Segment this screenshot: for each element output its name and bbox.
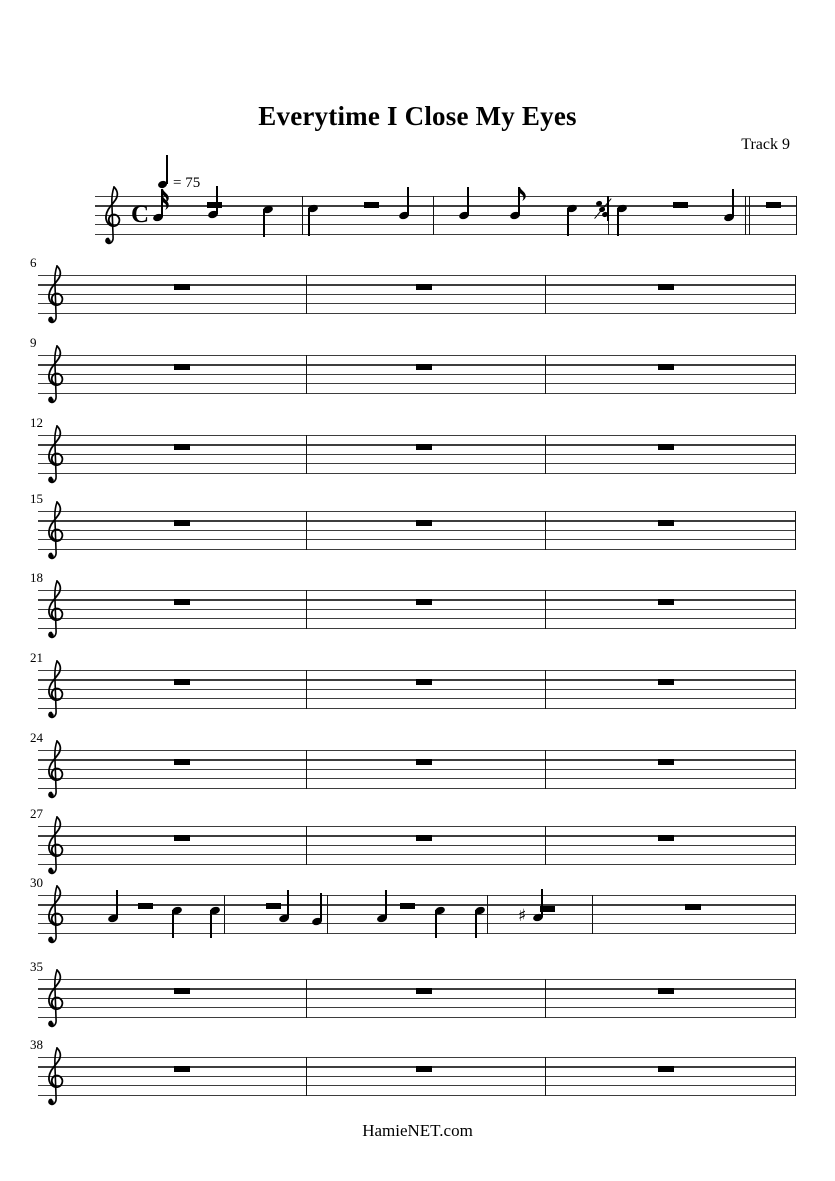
- treble-clef-icon: [42, 264, 70, 328]
- staff-line: [38, 689, 795, 690]
- quarter-note-stem: [210, 910, 212, 938]
- barline: [795, 275, 796, 314]
- whole-rest: [174, 284, 190, 290]
- treble-clef-icon: [42, 739, 70, 803]
- treble-clef-icon: [42, 1046, 70, 1110]
- half-rest: [673, 202, 688, 208]
- quarter-note-stem: [435, 910, 437, 938]
- whole-rest: [416, 988, 432, 994]
- half-rest: [400, 903, 415, 909]
- barline: [795, 1057, 796, 1096]
- barline: [796, 196, 797, 235]
- measure-number: 38: [30, 1037, 43, 1052]
- whole-rest: [416, 284, 432, 290]
- barline: [545, 750, 546, 789]
- barline: [795, 826, 796, 865]
- whole-rest: [174, 364, 190, 370]
- measure-number: 21: [30, 650, 43, 665]
- measure-number: 27: [30, 806, 43, 821]
- staff-line: [38, 628, 795, 629]
- staff-line: [38, 998, 795, 999]
- quarter-note-stem: [385, 890, 387, 918]
- measure-number: 18: [30, 570, 43, 585]
- treble-clef-icon: [42, 344, 70, 408]
- whole-rest: [685, 904, 701, 910]
- barline: [327, 895, 328, 934]
- half-rest: [766, 202, 781, 208]
- barline: [487, 895, 488, 934]
- barline: [545, 355, 546, 394]
- whole-rest: [658, 284, 674, 290]
- whole-rest: [416, 759, 432, 765]
- quarter-note-stem: [172, 910, 174, 938]
- staff-line: [38, 670, 795, 671]
- barline: [224, 895, 225, 934]
- treble-clef-icon: [42, 884, 70, 948]
- measure-number: 24: [30, 730, 43, 745]
- treble-clef-icon: [42, 424, 70, 488]
- barline: [306, 670, 307, 709]
- barline: [795, 590, 796, 629]
- barline: [795, 355, 796, 394]
- whole-rest: [416, 679, 432, 685]
- quarter-note-stem: [467, 187, 469, 215]
- whole-rest: [658, 835, 674, 841]
- barline: [306, 435, 307, 474]
- staff-line: [38, 914, 795, 915]
- quarter-note-stem: [732, 189, 734, 217]
- staff-line: [38, 923, 795, 924]
- treble-clef-icon: [42, 579, 70, 643]
- barline: [795, 895, 796, 934]
- staff-line: [38, 383, 795, 384]
- eighth-flag-icon: [520, 187, 528, 201]
- barline: [795, 670, 796, 709]
- measure-number: 30: [30, 875, 43, 890]
- staff-line: [38, 708, 795, 709]
- whole-rest: [174, 835, 190, 841]
- staff-line: [38, 933, 795, 934]
- treble-clef-icon: [99, 185, 127, 249]
- whole-rest: [658, 444, 674, 450]
- treble-clef-icon: [42, 500, 70, 564]
- whole-rest: [658, 988, 674, 994]
- half-rest: [266, 903, 281, 909]
- whole-rest: [658, 599, 674, 605]
- barline: [433, 196, 434, 235]
- barline: [545, 511, 546, 550]
- whole-rest: [174, 520, 190, 526]
- whole-rest: [658, 364, 674, 370]
- staff-line: [95, 215, 796, 216]
- staff-line: [38, 294, 795, 295]
- barline: [795, 750, 796, 789]
- staff-line: [38, 463, 795, 464]
- barline: [306, 750, 307, 789]
- whole-rest: [174, 1066, 190, 1072]
- barline: [306, 275, 307, 314]
- sixteenth-flag-icon: [163, 196, 171, 210]
- barline: [306, 1057, 307, 1096]
- quarter-note-stem: [567, 208, 569, 236]
- tempo-text: = 75: [173, 175, 201, 191]
- quarter-note-stem: [308, 208, 310, 236]
- barline: [795, 511, 796, 550]
- staff-line: [38, 895, 795, 896]
- staff-line: [38, 1017, 795, 1018]
- quarter-note-stem: [116, 890, 118, 918]
- staff-line: [38, 778, 795, 779]
- barline: [545, 275, 546, 314]
- staff-line: [38, 698, 795, 699]
- staff-line: [38, 864, 795, 865]
- whole-rest: [658, 1066, 674, 1072]
- barline: [545, 590, 546, 629]
- quarter-note-stem: [216, 186, 218, 214]
- staff-line: [38, 769, 795, 770]
- barline: [795, 979, 796, 1018]
- staff-line: [38, 1007, 795, 1008]
- quarter-note-stem: [287, 890, 289, 918]
- staff-line: [38, 1057, 795, 1058]
- staff-line: [38, 303, 795, 304]
- staff-line: [95, 196, 796, 197]
- barline: [545, 979, 546, 1018]
- footer-site-link[interactable]: HamieNET.com: [362, 1121, 473, 1140]
- staff-line: [38, 549, 795, 550]
- staff-line: [38, 435, 795, 436]
- barline: [545, 1057, 546, 1096]
- treble-clef-icon: [42, 968, 70, 1032]
- staff-line: [38, 854, 795, 855]
- whole-rest: [416, 520, 432, 526]
- common-time-signature: C: [131, 201, 150, 228]
- track-label: Track 9: [741, 136, 790, 153]
- staff-line: [95, 205, 796, 206]
- half-rest: [207, 202, 222, 208]
- sharp-accidental: ♯: [518, 906, 527, 926]
- quarter-note-stem: [541, 889, 543, 917]
- whole-rest: [416, 599, 432, 605]
- measure-number: 9: [30, 335, 37, 350]
- half-rest: [138, 903, 153, 909]
- treble-clef-icon: [42, 659, 70, 723]
- whole-rest: [416, 1066, 432, 1072]
- half-rest: [540, 906, 555, 912]
- barline: [306, 826, 307, 865]
- measure-number: 15: [30, 491, 43, 506]
- staff-line: [38, 539, 795, 540]
- quarter-note-stem: [320, 893, 322, 921]
- staff-line: [95, 224, 796, 225]
- whole-rest: [416, 444, 432, 450]
- staff-line: [38, 1085, 795, 1086]
- whole-rest: [658, 520, 674, 526]
- whole-rest: [174, 759, 190, 765]
- whole-rest: [174, 599, 190, 605]
- staff-line: [38, 618, 795, 619]
- whole-rest: [174, 988, 190, 994]
- page-title: Everytime I Close My Eyes: [258, 101, 577, 131]
- staff-line: [38, 1095, 795, 1096]
- half-rest: [364, 202, 379, 208]
- whole-rest: [416, 835, 432, 841]
- staff-line: [38, 473, 795, 474]
- staff-line: [38, 374, 795, 375]
- barline: [545, 435, 546, 474]
- barline: [795, 435, 796, 474]
- barline: [745, 196, 746, 235]
- staff-line: [38, 275, 795, 276]
- staff-line: [38, 788, 795, 789]
- barline: [306, 590, 307, 629]
- staff-line: [38, 826, 795, 827]
- measure-number: 35: [30, 959, 43, 974]
- measure-number: 6: [30, 255, 37, 270]
- staff-line: [95, 234, 796, 235]
- barline: [306, 511, 307, 550]
- staff-line: [38, 313, 795, 314]
- barline: [592, 895, 593, 934]
- barline: [302, 196, 303, 235]
- whole-rest: [658, 679, 674, 685]
- staff-line: [38, 609, 795, 610]
- staff-line: [38, 511, 795, 512]
- quarter-note-stem: [407, 187, 409, 215]
- quarter-note-stem: [617, 208, 619, 236]
- staff-line: [38, 590, 795, 591]
- treble-clef-icon: [42, 815, 70, 879]
- staff-line: [38, 845, 795, 846]
- whole-rest: [174, 444, 190, 450]
- barline: [306, 355, 307, 394]
- staff-line: [38, 750, 795, 751]
- barline: [545, 670, 546, 709]
- whole-rest: [416, 364, 432, 370]
- staff-line: [38, 979, 795, 980]
- staff-line: [38, 530, 795, 531]
- staff-line: [38, 454, 795, 455]
- measure-number: 12: [30, 415, 43, 430]
- tempo-stem: [166, 155, 168, 184]
- barline: [749, 196, 750, 235]
- whole-rest: [174, 679, 190, 685]
- staff-line: [38, 1076, 795, 1077]
- staff-line: [38, 355, 795, 356]
- staff-line: [38, 393, 795, 394]
- quarter-note-stem: [263, 209, 265, 237]
- barline: [306, 979, 307, 1018]
- quarter-note-stem: [475, 910, 477, 938]
- barline: [545, 826, 546, 865]
- whole-rest: [658, 759, 674, 765]
